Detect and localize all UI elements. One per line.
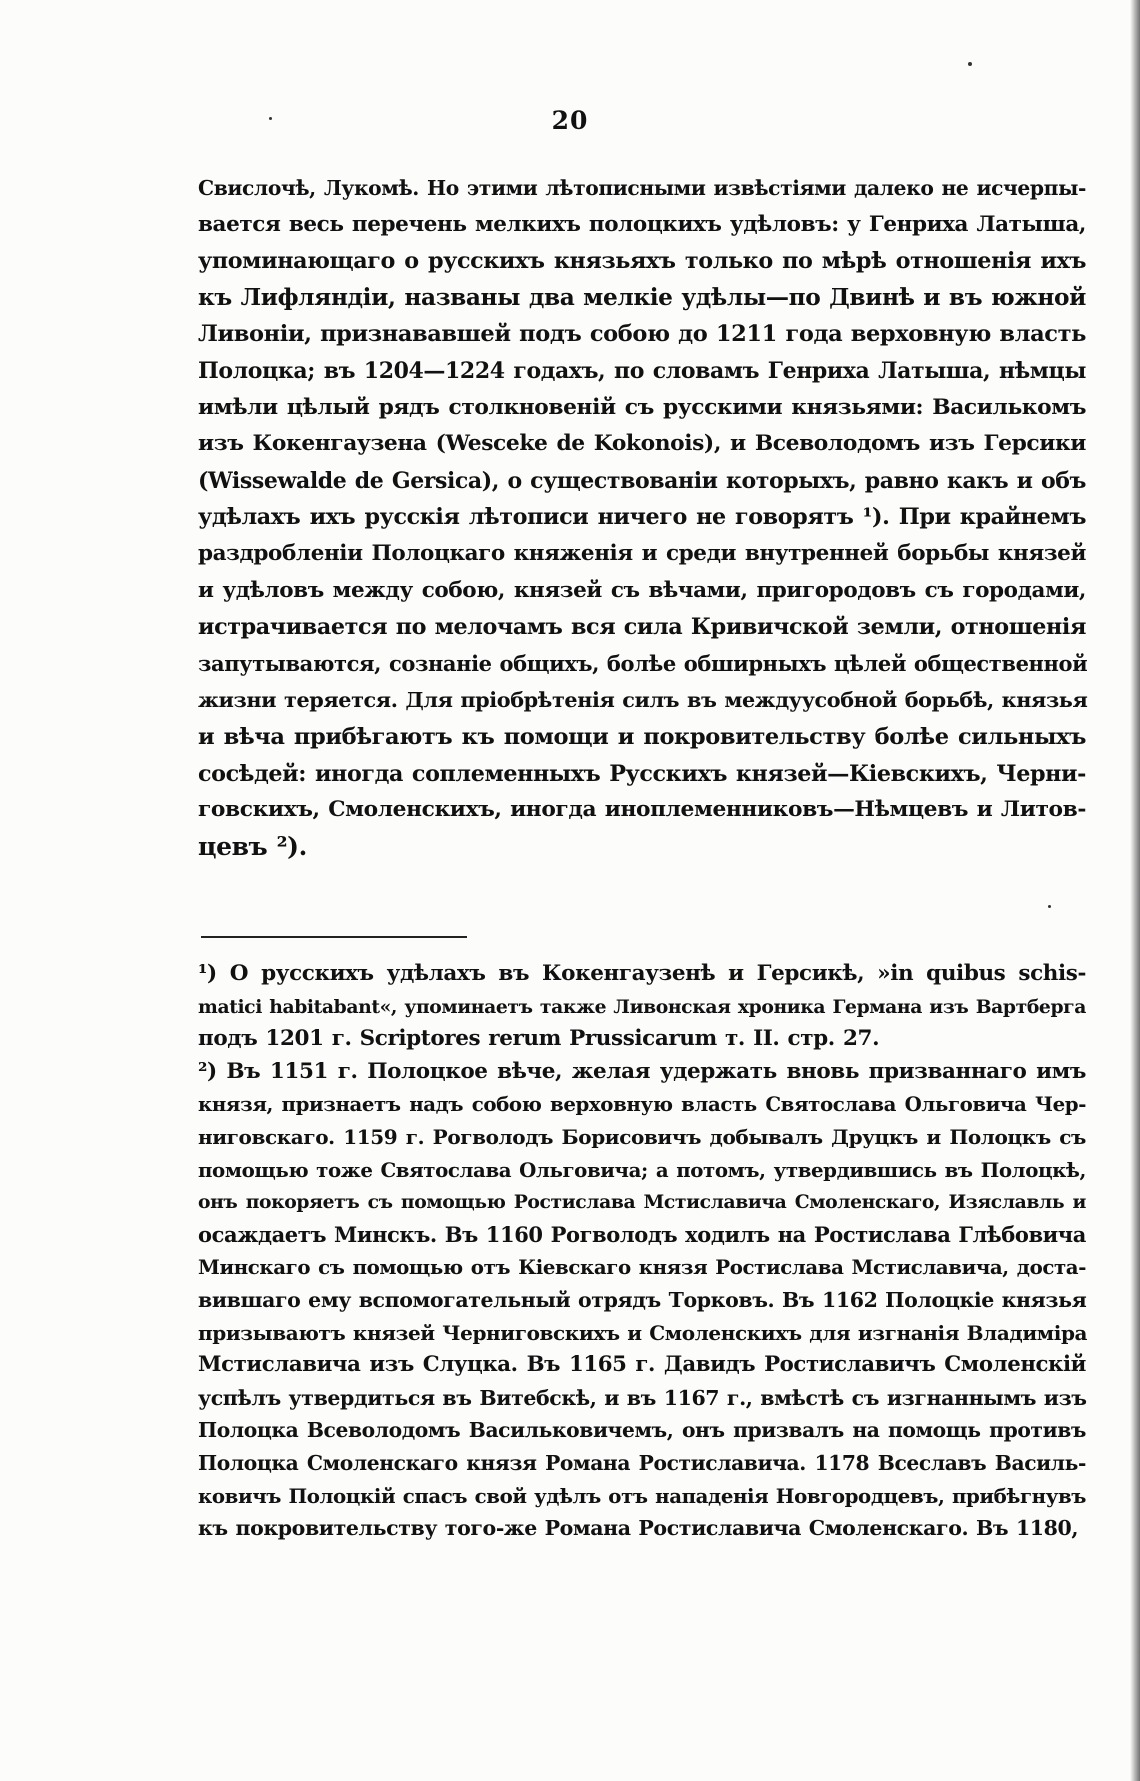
text-line: и вѣча прибѣгаютъ къ помощи и покровительству болѣе сильныхъ — [198, 723, 1086, 750]
footnote-line: ²) Въ 1151 г. Полоцкое вѣче, желая удержать вновь призваннаго имъ — [198, 1058, 1086, 1084]
footnote-line: ¹) О русскихъ удѣлахъ въ Кокенгаузенѣ и Герсикѣ, »in quibus schis- — [198, 961, 1086, 986]
text-line: сосѣдей: иногда соплеменныхъ Русскихъ князей—Кіевскихъ, Черни- — [198, 760, 1086, 787]
text-line: Свислочѣ, Лукомѣ. Но этими лѣтописными извѣстіями далеко не исчерпы- — [198, 176, 1086, 200]
footnote-line: Полоцка Смоленскаго князя Романа Ростиславича. 1178 Всеславъ Василь- — [198, 1450, 1086, 1475]
text-line: запутываются, сознаніе общихъ, болѣе обширныхъ цѣлей общественной — [198, 650, 1088, 676]
footnote-line: подъ 1201 г. Scriptores rerum Prussicarum т. II. стр. 27. — [198, 1026, 880, 1052]
footnotes — [198, 958, 1086, 1545]
text-line: цевъ ²). — [198, 831, 307, 861]
footnote-line: Минскаго съ помощью отъ Кіевскаго князя Ростислава Мстиславича, доста- — [198, 1255, 1086, 1280]
footnote-line: князя, признаетъ надъ собою верховную власть Святослава Ольговича Чер- — [198, 1092, 1086, 1117]
text-line: говскихъ, Смоленскихъ, иногда иноплеменниковъ—Нѣмцевъ и Литов- — [198, 797, 1086, 823]
scan-speck — [1048, 905, 1051, 908]
footnote-line: успѣлъ утвердиться въ Витебскѣ, и въ 1167 г., вмѣстѣ съ изгнаннымъ изъ — [198, 1385, 1087, 1410]
main-text — [198, 170, 1086, 865]
page-edge-shadow — [1130, 0, 1140, 1781]
footnote-line: къ покровительству того-же Романа Ростиславича Смоленскаго. Въ 1180, — [198, 1516, 1079, 1541]
text-line: Полоцка; въ 1204—1224 годахъ, по словамъ Генриха Латыша, нѣмцы — [198, 357, 1086, 384]
text-line: изъ Кокенгаузена (Wesceke de Kokonois), и Всеволодомъ изъ Герсики — [198, 431, 1086, 457]
text-line: вается весь перечень мелкихъ полоцкихъ удѣловъ: у Генриха Латыша, — [198, 211, 1086, 237]
footnote-line: вившаго ему вспомогательный отрядъ Торковъ. Въ 1162 Полоцкіе князья — [198, 1287, 1087, 1312]
footnote-separator — [201, 936, 467, 938]
footnote-line: Полоцка Всеволодомъ Васильковичемъ, онъ призвалъ на помощь противъ — [198, 1418, 1086, 1443]
footnote-line: matici habitabant«, упоминаетъ также Ливонская хроника Германа изъ Вартберга — [198, 995, 1086, 1018]
scan-speck — [968, 62, 972, 66]
text-line: удѣлахъ ихъ русскія лѣтописи ничего не говорятъ ¹). При крайнемъ — [198, 504, 1086, 531]
text-line: (Wissewalde de Gersica), о существованіи которыхъ, равно какъ и объ — [198, 467, 1086, 494]
text-line: раздробленіи Полоцкаго княженія и среди внутренней борьбы князей — [198, 540, 1086, 566]
text-line: Ливоніи, признававшей подъ собою до 1211 года верховную власть — [198, 321, 1086, 348]
footnote-line: осаждаетъ Минскъ. Въ 1160 Рогволодъ ходилъ на Ростислава Глѣбовича — [198, 1221, 1086, 1247]
text-line: истрачивается по мелочамъ вся сила Кривичской земли, отношенія — [198, 614, 1086, 641]
footnote-line: Мстиславича изъ Слуцка. Въ 1165 г. Давидъ Ростиславичъ Смоленскій — [198, 1352, 1086, 1378]
footnote-line: онъ покоряетъ съ помощью Ростислава Мстиславича Смоленскаго, Изяславль и — [198, 1191, 1086, 1214]
text-line: къ Лифляндіи, названы два мелкіе удѣлы—по Двинѣ и въ южной — [198, 283, 1086, 311]
text-line: жизни теряется. Для пріобрѣтенія силъ въ междуусобной борьбѣ, князья — [198, 688, 1088, 713]
footnote-line: ковичъ Полоцкій спасъ свой удѣлъ отъ нападенія Новгородцевъ, прибѣгнувъ — [198, 1483, 1087, 1508]
page-number: 20 — [551, 106, 589, 135]
footnote-line: призываютъ князей Черниговскихъ и Смоленскихъ для изгнанія Владиміра — [198, 1320, 1088, 1345]
text-line: и удѣловъ между собою, князей съ вѣчами, пригородовъ съ городами, — [198, 577, 1086, 603]
text-line: имѣли цѣлый рядъ столкновеній съ русскими князьями: Василькомъ — [198, 394, 1086, 420]
text-line: упоминающаго о русскихъ князьяхъ только по мѣрѣ отношенія ихъ — [198, 248, 1086, 275]
footnote-line: помощью тоже Святослава Ольговича; а потомъ, утвердившись въ Полоцкѣ, — [198, 1157, 1086, 1182]
footnote-line: ниговскаго. 1159 г. Рогволодъ Борисовичъ добывалъ Друцкъ и Полоцкъ съ — [198, 1124, 1086, 1149]
